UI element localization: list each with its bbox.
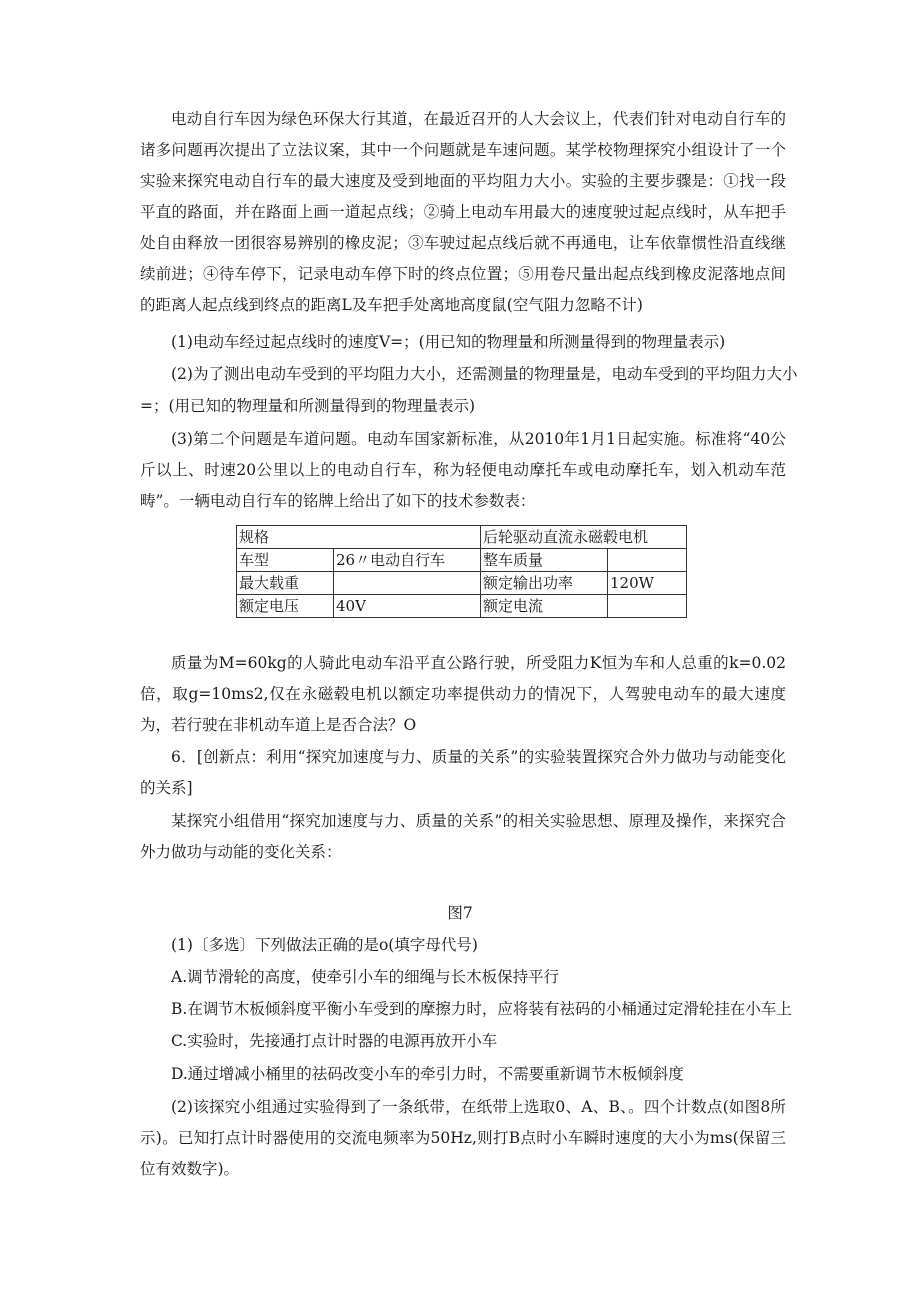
table-row bbox=[237, 526, 687, 549]
table-cell: 额定电流 bbox=[481, 595, 608, 618]
table-cell: 40V bbox=[334, 595, 481, 618]
table-header-right: 后轮驱动直流永磁毂电机 bbox=[481, 526, 687, 549]
table-cell: 120W bbox=[608, 572, 687, 595]
question-6-intro: 某探究小组借用“探究加速度与力、质量的关系”的相关实验思想、原理及操作，来探究合外力做功与动能的变化关系： bbox=[140, 812, 786, 861]
table-row bbox=[237, 595, 687, 618]
table-cell bbox=[608, 595, 687, 618]
question-6-part-1: (1)〔多选〕下列做法正确的是o(填字母代号) bbox=[171, 936, 478, 954]
table-cell: 车型 bbox=[237, 549, 334, 572]
question-1: (1)电动车经过起点线时的速度V=；(用已知的物理量和所测量得到的物理量表示) bbox=[171, 333, 726, 351]
table-cell: 整车质量 bbox=[481, 549, 608, 572]
option-d: D.通过增减小桶里的祛码改变小车的牵引力时，不需要重新调节木板倾斜度 bbox=[171, 1065, 684, 1083]
option-a: A.调节滑轮的高度，使牵引小车的细绳与长木板保持平行 bbox=[171, 968, 560, 986]
question-3-followup: 质量为M=60kg的人骑此电动车沿平直公路行驶，所受阻力K恒为车和人总重的k=0.02倍，取g=10ms2,仅在永磁毂电机以额定功率提供动力的情况下，人驾驶电动车的最大速度为，若行驶在非机动车道上是否合法？O bbox=[140, 654, 786, 734]
question-2-line-1: (2)为了测出电动车受到的平均阻力大小，还需测量的物理量是，电动车受到的平均阻力大小 bbox=[171, 365, 798, 383]
question-6-part-2: (2)该探究小组通过实验得到了一条纸带，在纸带上选取0、A、B、。四个计数点(如图8所示)。已知打点计时器使用的交流电频率为50Hz,则打B点时小车瞬时速度的大小为ms(保留三位有效数字)。 bbox=[140, 1098, 786, 1178]
table-cell: 最大载重 bbox=[237, 572, 334, 595]
spec-table bbox=[236, 525, 687, 618]
table-row bbox=[237, 549, 687, 572]
intro-paragraph: 电动自行车因为绿色环保大行其道，在最近召开的人大会议上，代表们针对电动自行车的诸多问题再次提出了立法议案，其中一个问题就是车速问题。某学校物理探究小组设计了一个实验来探究电动自行车的最大速度及受到地面的平均阻力大小。实验的主要步骤是：①找一段平直的路面，并在路面上画一道起点线；②骑上电动车用最大的速度驶过起点线时，从车把手处自由释放一团很容易辨别的橡皮泥；③车驶过起点线后就不再通电，让车依靠惯性沿直线继续前进；④待车停下，记录电动车停下时的终点位置；⑤用卷尺量出起点线到橡皮泥落地点间的距离人起点线到终点的距离L及车把手处离地高度鼠(空气阻力忽略不计) bbox=[140, 110, 786, 314]
figure-caption: 图7 bbox=[447, 904, 473, 922]
question-3: (3)第二个问题是车道问题。电动车国家新标准，从2010年1月1日起实施。标准将“40公斤以上、时速20公里以上的电动自行车，称为轻便电动摩托车或电动摩托车，划入机动车范畴”。一辆电动自行车的铭牌上给出了如下的技术参数表： bbox=[140, 430, 786, 510]
question-2-line-2: =；(用已知的物理量和所测量得到的物理量表示) bbox=[140, 397, 476, 415]
table-cell: 额定电压 bbox=[237, 595, 334, 618]
table-cell bbox=[608, 549, 687, 572]
table-cell bbox=[334, 572, 481, 595]
option-b: B.在调节木板倾斜度平衡小车受到的摩擦力时，应将装有祛码的小桶通过定滑轮挂在小车上 bbox=[171, 1000, 792, 1018]
option-c: C.实验时，先接通打点计时器的电源再放开小车 bbox=[171, 1032, 498, 1050]
table-row bbox=[237, 572, 687, 595]
table-cell: 额定输出功率 bbox=[481, 572, 608, 595]
table-header-left: 规格 bbox=[237, 526, 481, 549]
table-cell: 26〃电动自行车 bbox=[334, 549, 481, 572]
question-6-title: 6．[创新点：利用“探究加速度与力、质量的关系”的实验装置探究合外力做功与动能变化的关系] bbox=[140, 748, 786, 797]
